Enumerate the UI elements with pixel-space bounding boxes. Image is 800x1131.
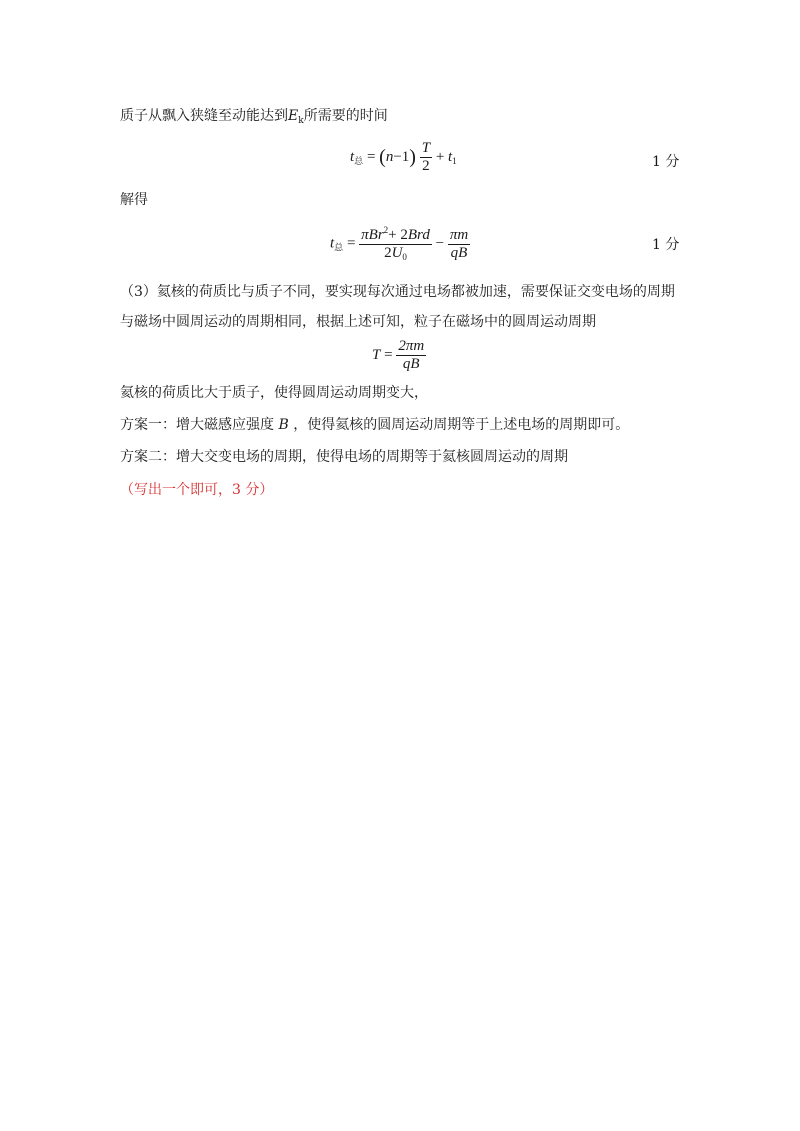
p5-text-a: 方案一：增大磁感应强度 (120, 417, 274, 433)
equation-3 (372, 338, 426, 373)
paragraph-3-line-1: （3）氦核的荷质比与质子不同，要实现每次通过电场都被加速，需要保证交变电场的周期 (120, 284, 675, 300)
paragraph-5 (120, 415, 629, 435)
eq2-pi: π (361, 227, 369, 243)
paragraph-1 (120, 106, 388, 131)
eq2-den-sub: 0 (402, 252, 407, 262)
eq2-br: Br (368, 227, 384, 243)
p5-text-b: ，使得氦核的圆周运动周期等于上述电场的周期即可。 (293, 417, 630, 433)
eq2-frac2-den: qB (450, 244, 468, 261)
eq1-frac-den: 2 (422, 158, 430, 174)
ek-subscript: k (298, 116, 304, 126)
eq2-den-2: 2 (384, 245, 392, 261)
p1-text: 质子从飘入狭缝至动能达到 (120, 108, 288, 124)
eq2-plus2: + 2 (388, 227, 408, 243)
equation-2 (330, 222, 470, 266)
eq1-plus: + (435, 148, 445, 165)
p5-b-symbol: B (278, 417, 289, 433)
scoring-note: （写出一个即可，3 分） (120, 482, 274, 498)
eq1-lparen: ( (379, 146, 386, 168)
eq1-n: n (385, 148, 394, 165)
eq2-frac1-num (359, 222, 432, 245)
eq2-frac2-num: πm (449, 226, 469, 243)
eq2-fraction-1 (359, 222, 432, 266)
eq3-num: 2πm (398, 338, 425, 354)
eq2-minus: − (435, 235, 445, 252)
eq2-equals: = (346, 235, 356, 252)
eq2-brd: Brd (407, 227, 430, 243)
eq2-frac1-den (359, 245, 432, 266)
eq1-t1: t (448, 148, 453, 165)
paragraph-4: 氦核的荷质比大于质子，使得圆周运动周期变大， (120, 385, 428, 401)
paragraph-6: 方案二：增大交变电场的周期，使得电场的周期等于氦核圆周运动的周期 (120, 449, 568, 465)
eq1-minus-one: −1 (393, 148, 410, 165)
eq1-lhs-sub: 总 (354, 155, 364, 166)
eq2-lhs-sub: 总 (334, 242, 344, 253)
eq1-lhs: t (350, 148, 355, 165)
eq1-frac-num: T (421, 140, 431, 156)
eq3-equals: = (384, 346, 393, 363)
eq1-t1-sub: 1 (452, 155, 457, 166)
paragraph-2: 解得 (120, 192, 148, 208)
eq2-score: 1 分 (652, 237, 680, 253)
p1-text-2: 所需要的时间 (303, 108, 388, 124)
eq1-score: 1 分 (652, 154, 680, 170)
equation-1 (350, 140, 457, 175)
paragraph-3-line-2: 与磁场中圆周运动的周期相同，根据上述可知，粒子在磁场中的圆周运动周期 (120, 314, 596, 330)
eq2-exp: 2 (383, 225, 389, 235)
eq2-fraction-2 (448, 227, 470, 262)
eq3-den: qB (402, 356, 420, 372)
eq1-fraction (420, 140, 432, 175)
eq2-lhs: t (330, 235, 335, 252)
eq1-equals: = (366, 148, 376, 165)
eq3-lhs: T (372, 346, 381, 363)
eq3-fraction (396, 338, 426, 373)
eq2-den-u: U (391, 245, 403, 261)
eq1-rparen: ) (409, 146, 416, 168)
ek-symbol: E (288, 108, 299, 124)
